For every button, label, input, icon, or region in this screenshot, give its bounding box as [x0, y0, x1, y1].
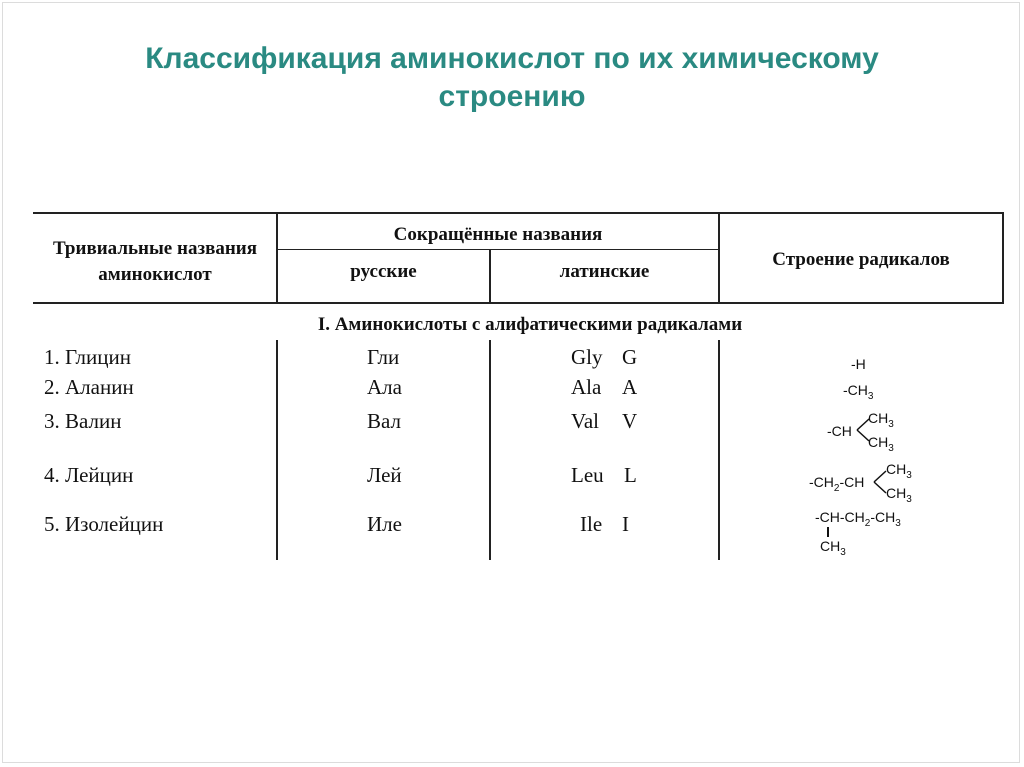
ch-text: CH [820, 538, 841, 554]
subscript: 3 [888, 418, 894, 430]
row-lat3: Gly [571, 345, 603, 369]
row-lat3: Val [571, 409, 599, 433]
row-name: 3. Валин [44, 409, 122, 433]
header-trivial-line1: Тривиальные названия [52, 238, 258, 259]
row-ru: Ала [367, 375, 402, 399]
ch-text: CH [886, 461, 907, 477]
subscript: 2 [864, 517, 871, 529]
radical-isoleucine-branch [820, 538, 846, 558]
body-divider-1 [276, 340, 278, 560]
header-trivial-line2: аминокислот [98, 264, 212, 285]
subscript: 3 [867, 390, 874, 402]
isoleucine-tail: -CH [870, 509, 896, 525]
subscript: 3 [840, 546, 846, 558]
subscript: 3 [888, 442, 894, 454]
radical-leucine-lower [886, 485, 912, 505]
row-lat1: L [624, 463, 637, 487]
subscript: 2 [833, 482, 840, 494]
row-lat1: I [622, 512, 629, 536]
ch-text: CH [886, 485, 907, 501]
table-right-border [1002, 212, 1004, 303]
row-lat3: Leu [571, 463, 604, 487]
row-lat3: Ile [580, 512, 603, 536]
isoleucine-branch-bond [827, 527, 829, 537]
slide-title [60, 40, 964, 116]
radical-glycine: -H [851, 356, 866, 372]
subscript: 3 [906, 493, 912, 505]
header-structure: Строение радикалов [772, 249, 950, 270]
title-line-1: Классификация аминокислот по их химическому [145, 42, 879, 75]
table-top-rule [33, 212, 1004, 214]
row-ru: Вал [367, 409, 401, 433]
isoleucine-stem: -CH-CH [815, 509, 865, 525]
row-lat1: V [622, 409, 638, 433]
subscript: 3 [906, 469, 912, 481]
header-russian: русские [350, 261, 417, 282]
subscript: 3 [895, 517, 901, 529]
row-lat3: Ala [571, 375, 602, 399]
header-abbrev-names: Сокращённые названия [393, 224, 603, 245]
ch-text: CH [868, 434, 889, 450]
row-ru: Иле [367, 512, 402, 536]
header-bottom-rule [33, 302, 1004, 304]
radical-alanine-stem: -CH [843, 382, 868, 398]
radical-isoleucine-chain [815, 509, 901, 529]
row-name: 1. Глицин [44, 345, 131, 369]
radical-valine-lower [868, 434, 894, 454]
radical-leucine-stem [809, 474, 864, 494]
header-latin: латинские [559, 261, 650, 282]
row-lat1: A [622, 375, 638, 399]
leucine-ch2: -CH [839, 474, 865, 490]
section-title: I. Аминокислоты с алифатическими радикалами [317, 314, 743, 335]
leucine-ch: -CH [809, 474, 834, 490]
row-name: 4. Лейцин [44, 463, 134, 487]
abbrev-header-rule [277, 249, 718, 250]
radical-valine-upper [868, 410, 894, 430]
row-ru: Гли [367, 345, 400, 369]
row-lat1: G [622, 345, 638, 369]
ch-text: CH [868, 410, 889, 426]
radical-alanine [843, 382, 873, 402]
body-divider-3 [718, 340, 720, 560]
title-line-2: строению [438, 80, 586, 113]
row-name: 2. Аланин [44, 375, 134, 399]
header-trivial-names [36, 236, 274, 288]
radical-leucine-upper [886, 461, 912, 481]
row-ru: Лей [367, 463, 402, 487]
body-divider-2 [489, 340, 491, 560]
radical-valine-stem: -CH [827, 423, 852, 439]
row-name: 5. Изолейцин [44, 512, 164, 536]
